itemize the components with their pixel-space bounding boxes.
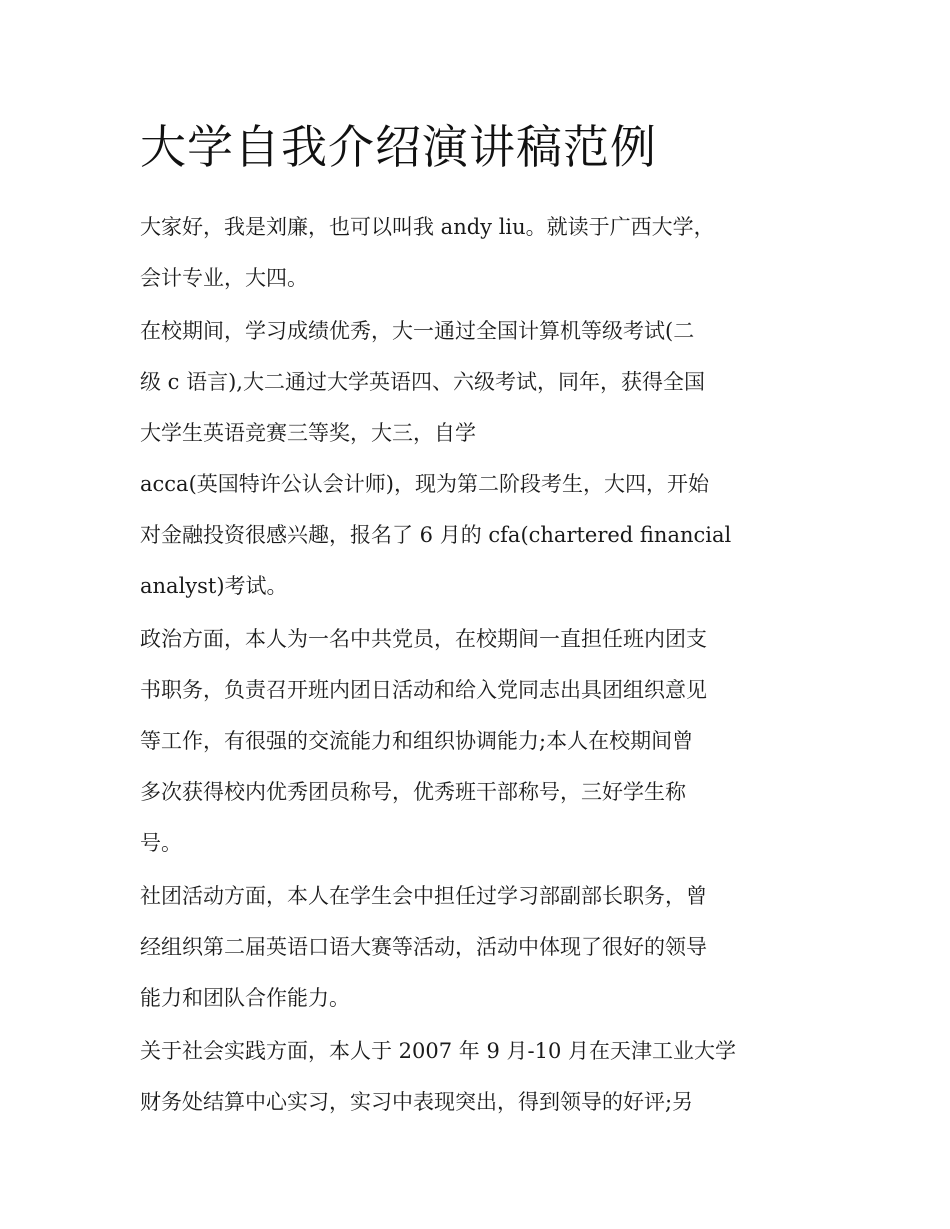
text-line: 经组织第二届英语口语大赛等活动，活动中体现了很好的领导 bbox=[140, 935, 707, 959]
text-line: 能力和团队合作能力。 bbox=[140, 986, 350, 1010]
text-line: 财务处结算中心实习，实习中表现突出，得到领导的好评;另 bbox=[140, 1090, 694, 1114]
paragraph-clubs bbox=[140, 871, 820, 1024]
text-line: 政治方面，本人为一名中共党员，在校期间一直担任班内团支 bbox=[140, 627, 707, 651]
text-line: 关于社会实践方面，本人于 2007 年 9 月-10 月在天津工业大学 bbox=[140, 1039, 736, 1063]
text-line: acca(英国特许公认会计师)，现为第二阶段考生，大四，开始 bbox=[140, 472, 709, 496]
paragraph-social-practice bbox=[140, 1026, 820, 1128]
paragraph-politics bbox=[140, 614, 820, 869]
document-body bbox=[140, 112, 820, 1130]
text-line: 对金融投资很感兴趣，报名了 6 月的 cfa(chartered financial bbox=[140, 523, 732, 547]
paragraph-introduction bbox=[140, 202, 820, 304]
text-line: 号。 bbox=[140, 831, 182, 855]
text-line: analyst)考试。 bbox=[140, 574, 288, 598]
document-title: 大学自我介绍演讲稿范例 bbox=[140, 120, 657, 174]
text-line: 多次获得校内优秀团员称号，优秀班干部称号，三好学生称 bbox=[140, 780, 686, 804]
text-line: 书职务，负责召开班内团日活动和给入党同志出具团组织意见 bbox=[140, 678, 707, 702]
text-line: 等工作，有很强的交流能力和组织协调能力;本人在校期间曾 bbox=[140, 729, 694, 753]
text-line: 级 c 语言),大二通过大学英语四、六级考试，同年，获得全国 bbox=[140, 370, 705, 394]
text-line: 社团活动方面，本人在学生会中担任过学习部副部长职务，曾 bbox=[140, 884, 707, 908]
text-line: 会计专业，大四。 bbox=[140, 266, 308, 290]
text-line: 在校期间，学习成绩优秀，大一通过全国计算机等级考试(二 bbox=[140, 319, 695, 343]
paragraph-academics bbox=[140, 306, 820, 612]
text-line: 大学生英语竞赛三等奖，大三，自学 bbox=[140, 421, 476, 445]
text-line: 大家好，我是刘廉，也可以叫我 andy liu。就读于广西大学， bbox=[140, 215, 715, 239]
